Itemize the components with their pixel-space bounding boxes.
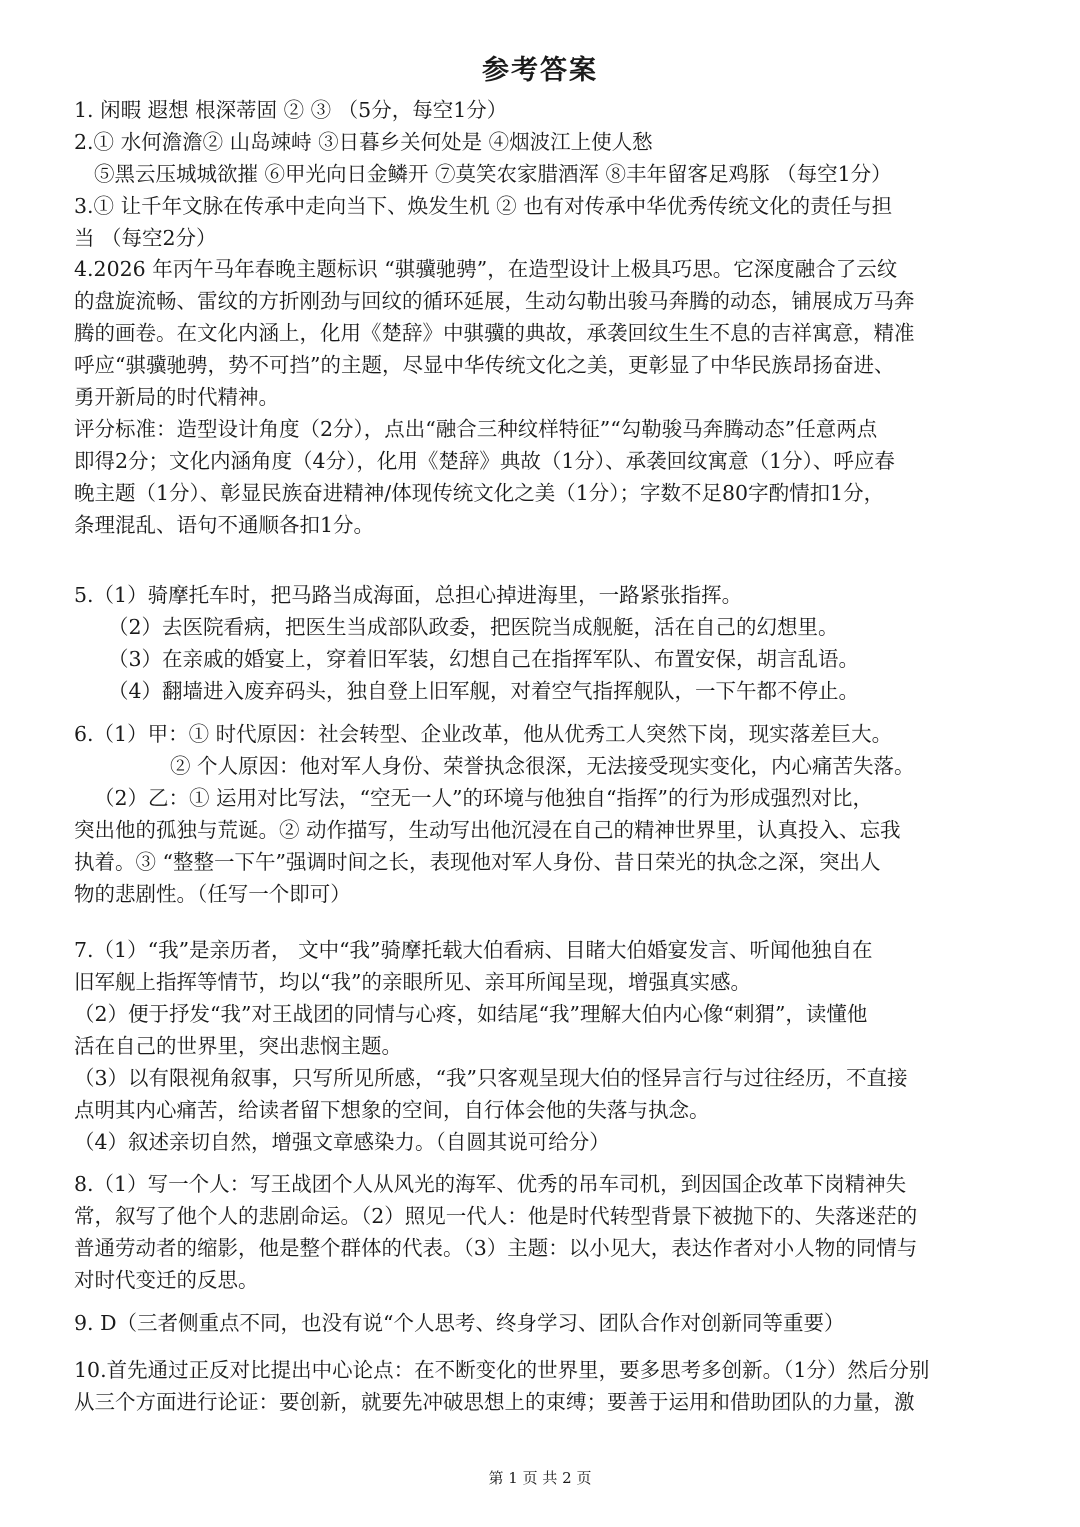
scoring-line: 即得2分；文化内涵角度（4分），化用《楚辞》典故（1分）、承袭回纹寓意（1分）、呼应春 xyxy=(74,449,895,473)
answer-line-q5-cont: （2）去医院看病，把医生当成部队政委，把医院当成舰艇，活在自己的幻想里。 xyxy=(108,615,839,639)
answer-line-q7: 7.（1）“我”是亲历者， 文中“我”骑摩托载大伯看病、目睹大伯婚宴发言、听闻他独自在 xyxy=(74,938,873,962)
answer-line-q4-cont: 腾的画卷。在文化内涵上，化用《楚辞》中骐骥的典故，承袭回纹生生不息的吉祥寓意，精准 xyxy=(74,321,915,345)
answer-line-q4-cont: 呼应“骐骥驰骋，势不可挡”的主题，尽显中华传统文化之美，更彰显了中华民族昂扬奋进、 xyxy=(74,353,895,377)
answer-line-q7-cont: （2）便于抒发“我”对王战团的同情与心疼，如结尾“我”理解大伯内心像“刺猬”，读懂他 xyxy=(74,1002,868,1026)
answer-line-q7-cont: 点明其内心痛苦，给读者留下想象的空间，自行体会他的失落与执念。 xyxy=(74,1098,710,1122)
answer-line-q4-cont: 的盘旋流畅、雷纹的方折刚劲与回纹的循环延展，生动勾勒出骏马奔腾的动态，铺展成万马奔 xyxy=(74,289,915,313)
answer-line-q6: 6.（1）甲：① 时代原因：社会转型、企业改革，他从优秀工人突然下岗，现实落差巨大。 xyxy=(74,722,893,746)
page-footer: 第 1 页 共 2 页 xyxy=(488,1469,592,1487)
answer-line-q6-cont: （2）乙：① 运用对比写法，“空无一人”的环境与他独自“指挥”的行为形成强烈对比， xyxy=(94,786,873,810)
answer-line-q5: 5.（1）骑摩托车时，把马路当成海面，总担心掉进海里，一路紧张指挥。 xyxy=(74,583,743,607)
answer-line-q6-cont: 突出他的孤独与荒诞。② 动作描写，生动写出他沉浸在自己的精神世界里，认真投入、忘我 xyxy=(74,818,901,842)
answer-line-q10-cont: 从三个方面进行论证：要创新，就要先冲破思想上的束缚；要善于运用和借助团队的力量，激 xyxy=(74,1390,915,1414)
answer-line-q2-cont: ⑤黑云压城城欲摧 ⑥甲光向日金鳞开 ⑦莫笑农家腊酒浑 ⑧丰年留客足鸡豚 （每空1分） xyxy=(94,162,892,186)
answer-line-q3-cont: 当 （每空2分） xyxy=(74,226,217,250)
scoring-line: 条理混乱、语句不通顺各扣1分。 xyxy=(74,513,375,537)
answer-line-q6-cont: 执着。③ “整整一下午”强调时间之长，表现他对军人身份、昔日荣光的执念之深，突出人 xyxy=(74,850,881,874)
answer-line-q4: 4.2026 年丙午马年春晚主题标识 “骐骥驰骋”，在造型设计上极具巧思。它深度融合了云纹 xyxy=(74,257,898,281)
answer-line-q8: 8.（1）写一个人：写王战团个人从风光的海军、优秀的吊车司机，到因国企改革下岗精神失 xyxy=(74,1172,907,1196)
answer-line-q5-cont: （4）翻墙进入废弃码头，独自登上旧军舰，对着空气指挥舰队，一下午都不停止。 xyxy=(108,679,860,703)
answer-line-q4-cont: 勇开新局的时代精神。 xyxy=(74,385,279,409)
answer-line-q8-cont: 常，叙写了他个人的悲剧命运。（2）照见一代人：他是时代转型背景下被抛下的、失落迷茫的 xyxy=(74,1204,918,1228)
scoring-line: 晚主题（1分）、彰显民族奋进精神/体现传统文化之美（1分）；字数不足80字酌情扣1分， xyxy=(74,481,885,505)
answer-line-q8-cont: 普通劳动者的缩影，他是整个群体的代表。（3）主题：以小见大，表达作者对小人物的同情与 xyxy=(74,1236,918,1260)
answer-line-q1: 1. 闲暇 遐想 根深蒂固 ② ③ （5分，每空1分） xyxy=(74,98,508,122)
answer-line-q7-cont: 活在自己的世界里，突出悲悯主题。 xyxy=(74,1034,402,1058)
answer-line-q7-cont: （4）叙述亲切自然，增强文章感染力。（自圆其说可给分） xyxy=(74,1130,610,1154)
answer-line-q6-cont: 物的悲剧性。（任写一个即可） xyxy=(74,882,351,906)
scoring-line: 评分标准：造型设计角度（2分），点出“融合三种纹样特征”“勾勒骏马奔腾动态”任意两点 xyxy=(74,417,878,441)
page-title: 参考答案 xyxy=(482,55,598,86)
answer-line-q8-cont: 对时代变迁的反思。 xyxy=(74,1268,259,1292)
answer-line-q6-cont: ② 个人原因：他对军人身份、荣誉执念很深，无法接受现实变化，内心痛苦失落。 xyxy=(170,754,915,778)
answer-line-q7-cont: （3）以有限视角叙事，只写所见所感，“我”只客观呈现大伯的怪异言行与过往经历，不直接 xyxy=(74,1066,908,1090)
answer-line-q5-cont: （3）在亲戚的婚宴上，穿着旧军装，幻想自己在指挥军队、布置安保，胡言乱语。 xyxy=(108,647,860,671)
answer-line-q7-cont: 旧军舰上指挥等情节，均以“我”的亲眼所见、亲耳所闻呈现，增强真实感。 xyxy=(74,970,751,994)
answer-line-q9: 9. D（三者侧重点不同，也没有说“个人思考、终身学习、团队合作对创新同等重要） xyxy=(74,1311,845,1335)
answer-line-q2: 2.① 水何澹澹② 山岛竦峙 ③日暮乡关何处是 ④烟波江上使人愁 xyxy=(74,130,653,154)
answer-line-q3: 3.① 让千年文脉在传承中走向当下、焕发生机 ② 也有对传承中华优秀传统文化的责任与担 xyxy=(74,194,893,218)
answer-line-q10: 10.首先通过正反对比提出中心论点：在不断变化的世界里，要多思考多创新。（1分）然后分别 xyxy=(74,1358,930,1382)
